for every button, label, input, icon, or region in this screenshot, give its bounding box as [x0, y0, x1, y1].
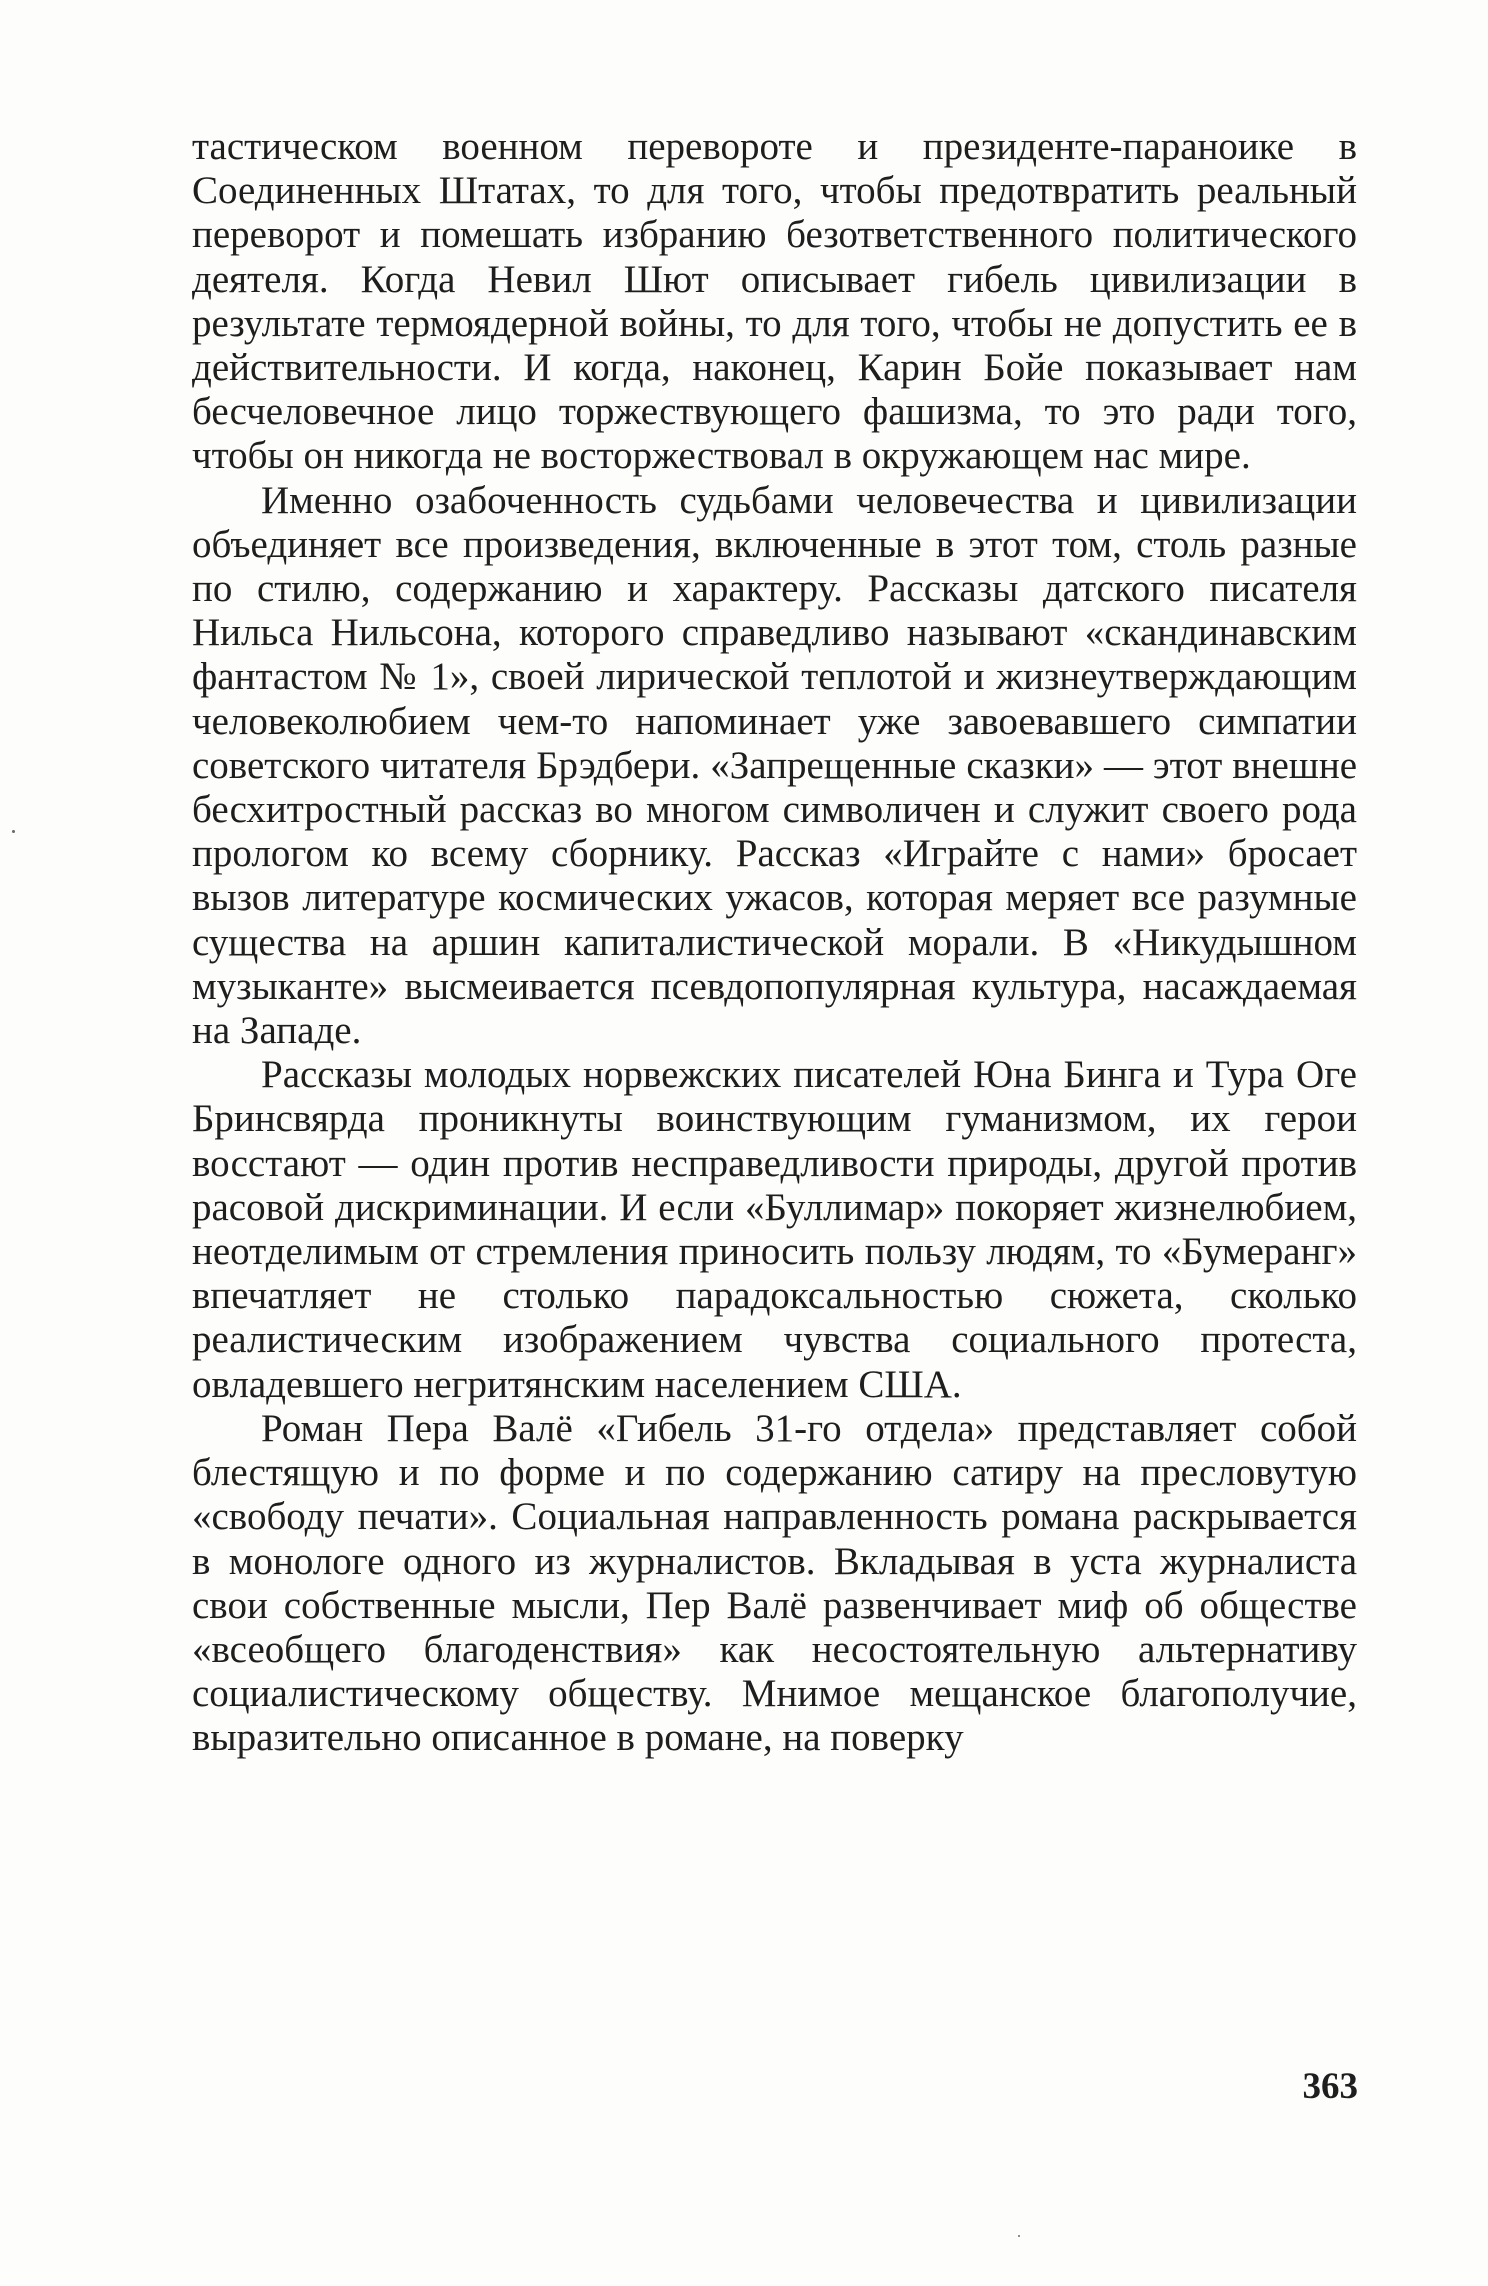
paragraph-4: Роман Пера Валё «Гибель 31-го отдела» представляет собой блестящую и по форме и по содержанию сатиру на пресловутую «свободу печати». Социальная направленность романа раскрывается в монологе одного из журналистов. Вкладывая в уста журналиста свои собственные мысли, Пер Валё развенчивает миф об обществе «всеобщего благоденствия» как несостоятельную альтернативу социалистическому обществу. Мнимое мещанское благополучие, выразительно описанное в романе, на поверку [192, 1406, 1357, 1760]
paragraph-2: Именно озабоченность судьбами человечества и цивилизации объединяет все произведения, включенные в этот том, столь разные по стилю, содержанию и характеру. Рассказы датского писателя Нильса Нильсона, которого справедливо называют «скандинавским фантастом № 1», своей лирической теплотой и жизнеутверждающим человеколюбием чем-то напоминает уже завоевавшего симпатии советского читателя Брэдбери. «Запрещенные сказки» — этот внешне бесхитростный рассказ во многом символичен и служит своего рода прологом ко всему сборнику. Рассказ «Играйте с нами» бросает вызов литературе космических ужасов, которая меряет все разумные существа на аршин капиталистической морали. В «Никудышном музыканте» высмеивается псевдопопулярная культура, насаждаемая на Западе. [192, 478, 1357, 1053]
scan-speck [1018, 2235, 1020, 2237]
scan-speck [12, 830, 15, 833]
page-number: 363 [1302, 2066, 1358, 2107]
paragraph-1: тастическом военном перевороте и президенте-параноике в Соединенных Штатах, то для того, чтобы предотвратить реальный переворот и помешать избранию безответственного политического деятеля. Когда Невил Шют описывает гибель цивилизации в результате термоядерной войны, то для того, чтобы не допустить ее в действительности. И когда, наконец, Карин Бойе показывает нам бесчеловечное лицо торжествующего фашизма, то это ради того, чтобы он никогда не восторжествовал в окружающем нас мире. [192, 125, 1357, 478]
paragraph-3: Рассказы молодых норвежских писателей Юна Бинга и Тура Оге Бринсвярда проникнуты воинствующим гуманизмом, их герои восстают — один против несправедливости природы, другой против расовой дискриминации. И если «Буллимар» покоряет жизнелюбием, неотделимым от стремления приносить пользу людям, то «Бумеранг» впечатляет не столько парадоксальностью сюжета, сколько реалистическим изображением чувства социального протеста, овладевшего негритянским населением США. [192, 1053, 1357, 1406]
body-text [192, 125, 1357, 1761]
